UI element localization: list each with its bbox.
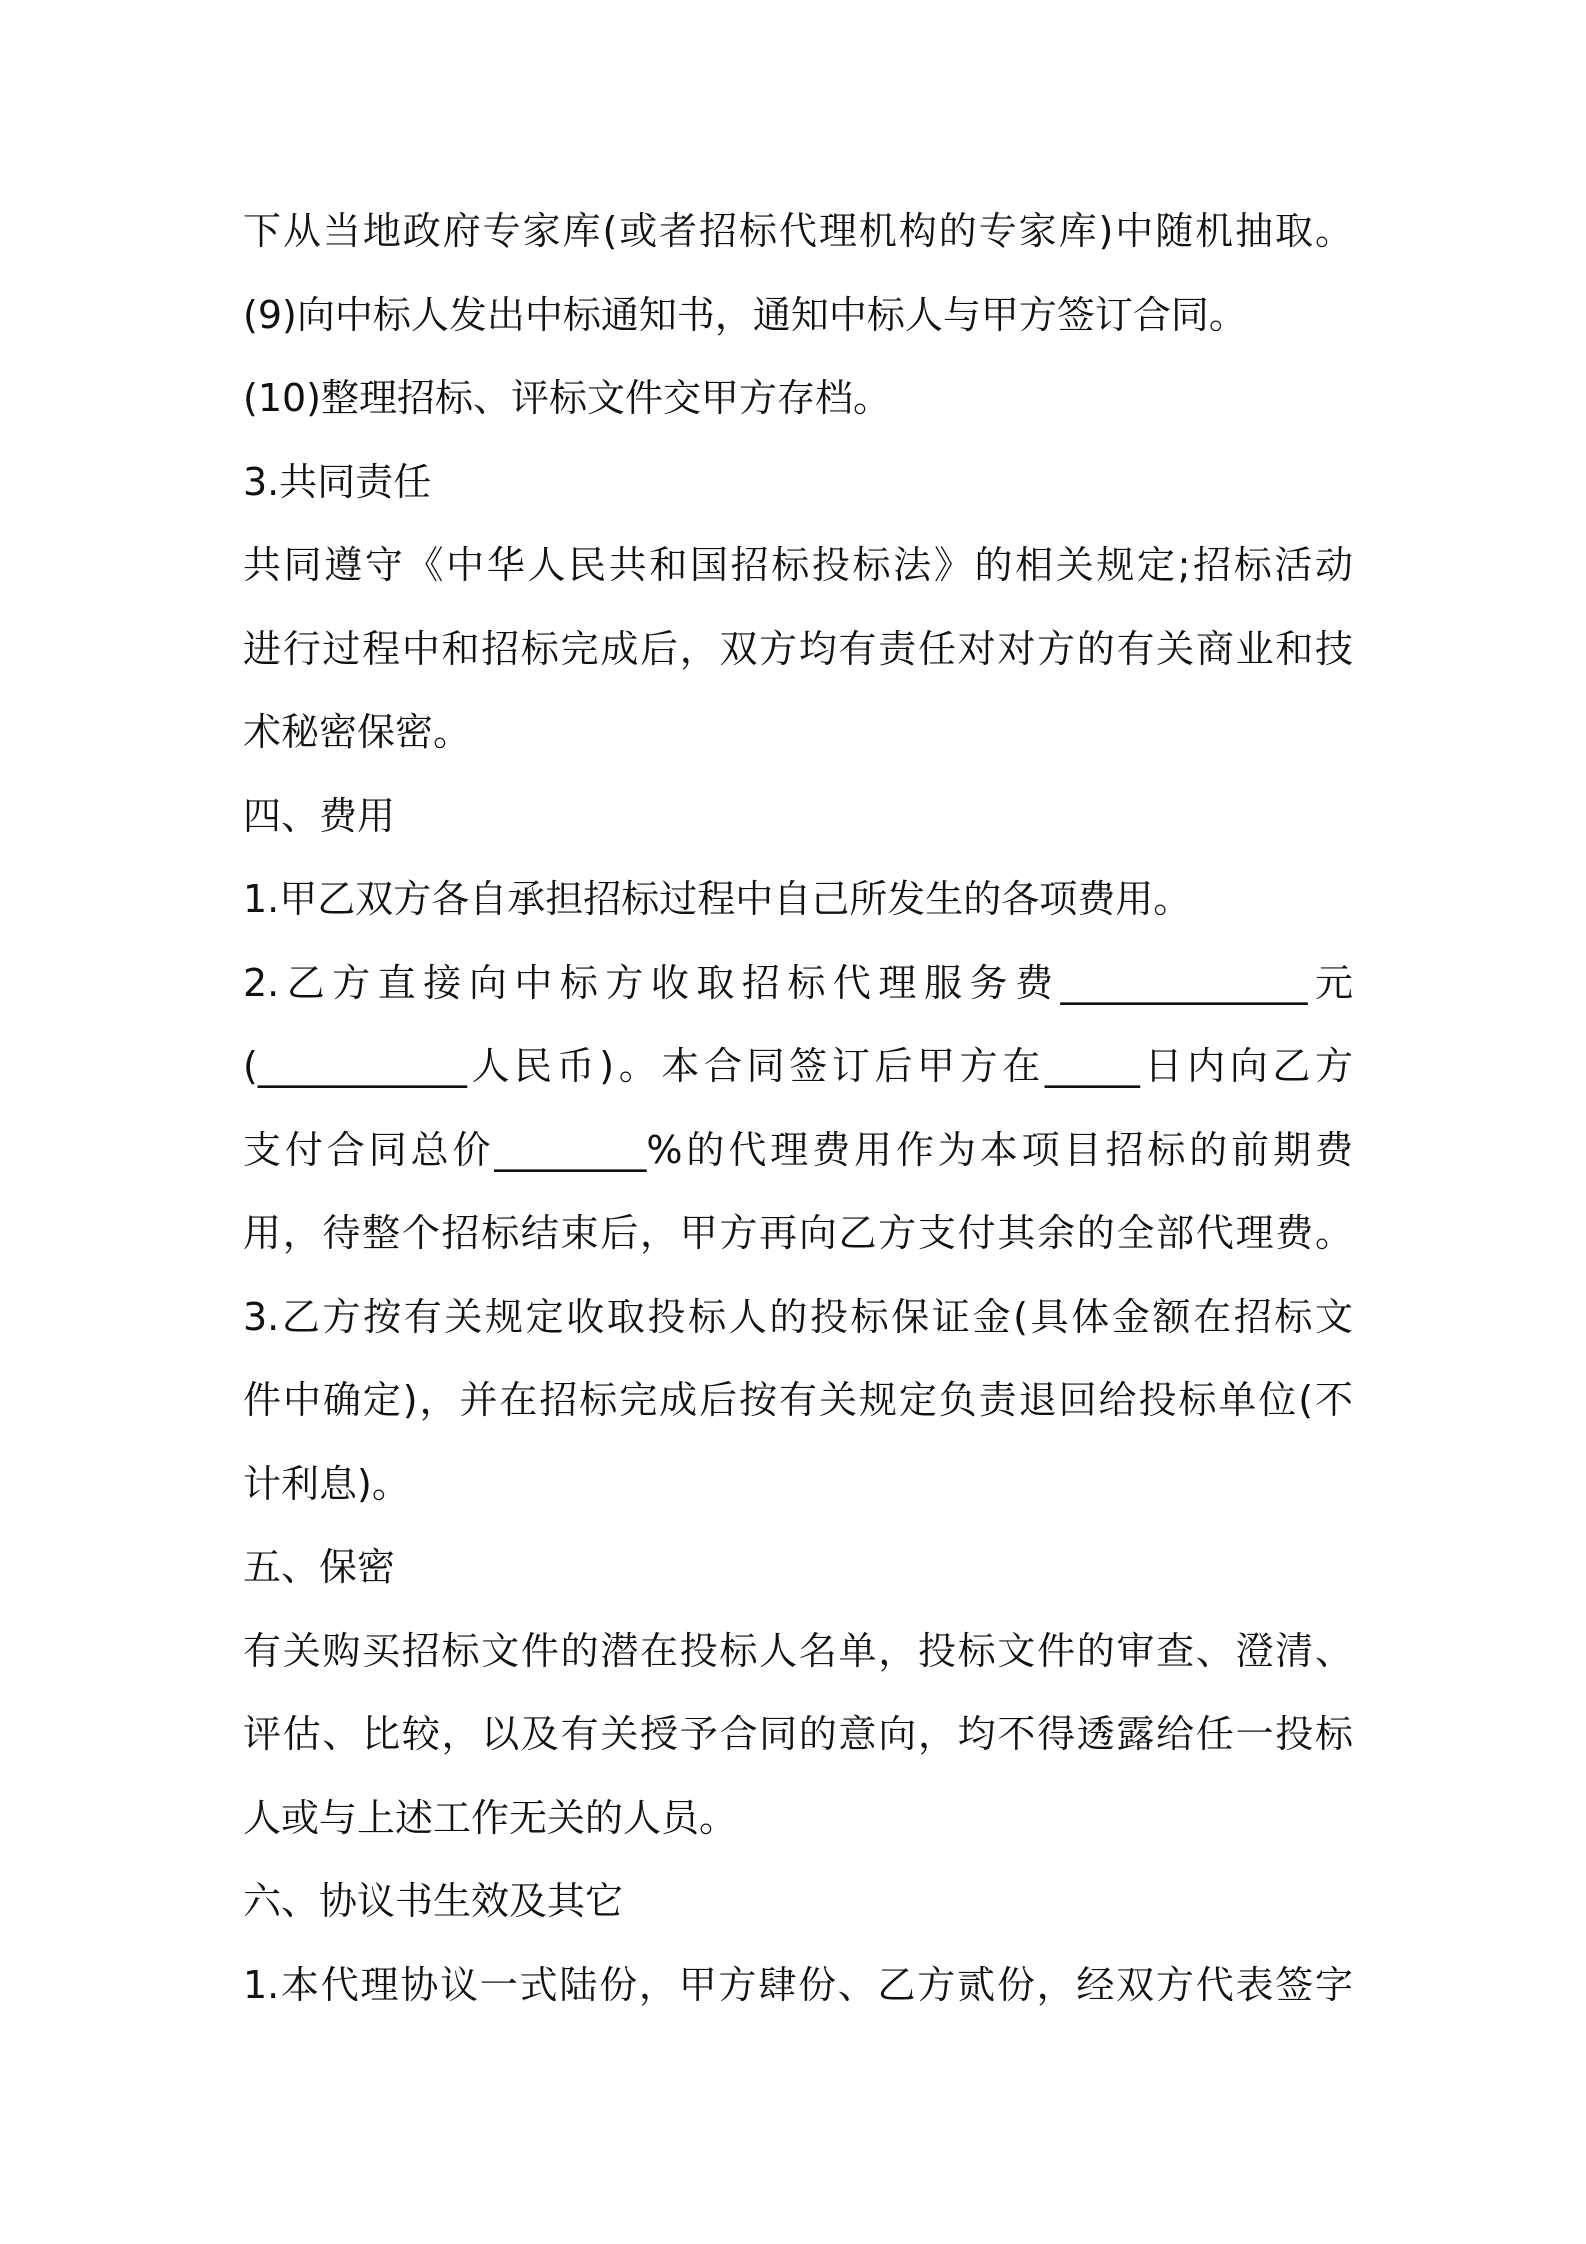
text-line: 术秘密保密。 bbox=[243, 710, 472, 754]
text-line: 下从当地政府专家库(或者招标代理机构的专家库)中随机抽取。 bbox=[243, 209, 1353, 253]
section-heading: 四、费用 bbox=[243, 793, 396, 838]
document-body bbox=[243, 190, 1353, 2027]
text-line: 人或与上述工作无关的人员。 bbox=[243, 1795, 738, 1840]
list-item: 1.本代理协议一式陆份，甲方肆份、乙方贰份，经双方代表签字 bbox=[243, 1962, 1353, 2007]
list-item: (9)向中标人发出中标通知书，通知中标人与甲方签订合同。 bbox=[243, 292, 1247, 337]
text-line: (___________人民币)。本合同签订后甲方在_____日内向乙方 bbox=[243, 1044, 1353, 1088]
section-heading: 五、保密 bbox=[243, 1545, 396, 1589]
list-item: (10)整理招标、评标文件交甲方存档。 bbox=[243, 376, 892, 420]
text-line: 件中确定)，并在招标完成后按有关规定负责退回给投标单位(不 bbox=[243, 1378, 1353, 1422]
section-heading: 六、协议书生效及其它 bbox=[243, 1879, 624, 1923]
text-line: 评估、比较，以及有关授予合同的意向，均不得透露给任一投标 bbox=[243, 1712, 1353, 1756]
text-line: 用，待整个招标结束后，甲方再向乙方支付其余的全部代理费。 bbox=[243, 1211, 1353, 1255]
subsection-heading: 3.共同责任 bbox=[243, 459, 432, 504]
text-line: 有关购买招标文件的潜在投标人名单，投标文件的审查、澄清、 bbox=[243, 1628, 1353, 1673]
list-item: 2.乙方直接向中标方收取招标代理服务费_____________元 bbox=[243, 960, 1353, 1005]
text-line: 共同遵守《中华人民共和国招标投标法》的相关规定;招标活动 bbox=[243, 543, 1353, 587]
text-line: 支付合同总价________%的代理费用作为本项目招标的前期费 bbox=[243, 1127, 1353, 1172]
text-line: 计利息)。 bbox=[243, 1461, 410, 1506]
list-item: 1.甲乙双方各自承担招标过程中自己所发生的各项费用。 bbox=[243, 877, 1192, 921]
text-line: 进行过程中和招标完成后，双方均有责任对对方的有关商业和技 bbox=[243, 626, 1353, 671]
list-item: 3.乙方按有关规定收取投标人的投标保证金(具体金额在招标文 bbox=[243, 1294, 1353, 1339]
